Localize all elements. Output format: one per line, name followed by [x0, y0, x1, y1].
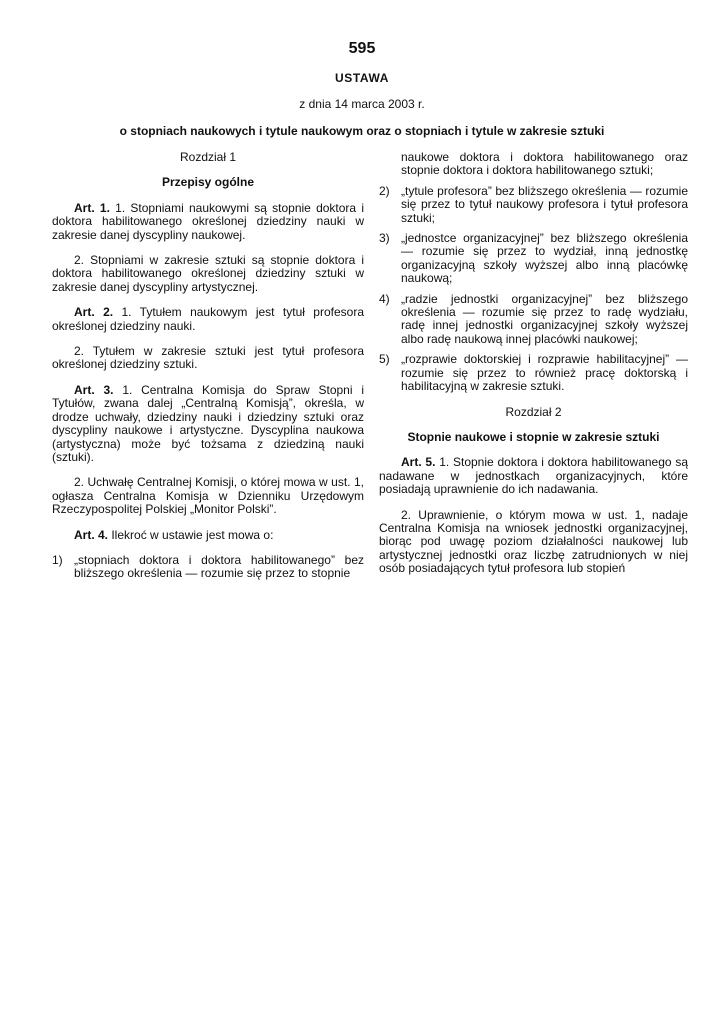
- paragraph-text: 1. Tytułem naukowym jest tytuł profesora określonej dziedziny nauki.: [52, 305, 364, 333]
- article-paragraph: [52, 384, 364, 464]
- document-date: z dnia 14 marca 2003 r.: [299, 97, 425, 111]
- list-item-number: 2): [379, 183, 390, 198]
- chapter-label: Rozdział 2: [505, 404, 562, 419]
- document-title: o stopniach naukowych i tytule naukowym oraz o stopniach i tytule w zakresie sztuki: [119, 124, 605, 138]
- chapter-title: Przepisy ogólne: [161, 175, 255, 190]
- page-number: 595: [348, 40, 376, 57]
- paragraph-text: 2. Tytułem w zakresie sztuki jest tytuł profesora określonej dziedziny sztuki.: [52, 344, 364, 372]
- list-item-text: naukowe doktora i doktora habilitowanego oraz stopnie doktora i doktora habilitowanego sztuki;: [401, 150, 688, 178]
- paragraph-text: 2. Uprawnienie, o którym mowa w ust. 1, nadaje Centralna Komisja na wniosek jednostki organizacyjnej, biorąc pod uwagę poziom działalności naukowej lub artystycznej jednostki oraz liczbę zatrudnionych w niej osób posiadających tytuł profesora lub stopień: [379, 507, 688, 576]
- paragraph-text: 1. Centralna Komisja do Spraw Stopni i Tytułów, zwana dalej „Centralną Komisją”, określa, w drodze uchwały, dziedziny nauki i dziedziny sztuki oraz dyscypliny naukowe i artystyczne. Dyscyplina naukowa (artystyczna) może być tożsama z dziedziną nauki (sztuki).: [52, 382, 364, 464]
- article-label: Art. 5.: [401, 455, 436, 470]
- article-label: Art. 3.: [74, 382, 114, 397]
- list-item-number: 5): [379, 352, 390, 367]
- list-item-text: „stopniach doktora i doktora habilitowanego” bez bliższego określenia — rozumie się przez to stopnie: [74, 552, 364, 581]
- list-item-text: „rozprawie doktorskiej i rozprawie habilitacyjnej” — rozumie się przez to również pracę doktorską i habilitacyjną w zakresie sztuki.: [401, 352, 688, 394]
- list-item: [379, 293, 688, 347]
- article-label: Art. 1.: [74, 200, 110, 215]
- right-column: [379, 151, 688, 588]
- document-type: USTAWA: [334, 71, 390, 85]
- list-item: [52, 554, 364, 581]
- article-paragraph: [52, 529, 364, 542]
- paragraph-text: 1. Stopniami naukowymi są stopnie doktora i doktora habilitowanego określonej dziedziny nauki w zakresie danej dyscypliny naukowej.: [52, 200, 364, 242]
- chapter-title: Stopnie naukowe i stopnie w zakresie sztuki: [407, 429, 660, 444]
- list-item: [379, 353, 688, 393]
- left-column: [52, 151, 364, 588]
- list-item-number: 4): [379, 291, 390, 306]
- list-item-number: 3): [379, 231, 390, 246]
- article-label: Art. 4.: [74, 527, 109, 542]
- list-item-text: „jednostce organizacyjnej” bez bliższego określenia — rozumie się przez to wydział, inną jednostkę organizacyjną szkoły wyższej albo inną placówkę naukową;: [401, 231, 688, 286]
- paragraph-text: 1. Stopnie doktora i doktora habilitowanego są nadawane w jednostkach organizacyjnych, które posiadają uprawnienie do ich nadawania.: [379, 455, 688, 497]
- article-paragraph: [379, 456, 688, 496]
- list-item: [379, 232, 688, 286]
- article-paragraph: [52, 202, 364, 242]
- list-item-number: 1): [52, 552, 63, 567]
- list-item-text: „radzie jednostki organizacyjnej” bez bliższego określenia — rozumie się przez to radę wydziału, radę innej jednostki organizacyjnej szkoły wyższej albo radę naukową innej placówki naukowej;: [401, 291, 688, 346]
- list-item: [379, 185, 688, 225]
- paragraph-text: Ilekroć w ustawie jest mowa o:: [108, 527, 274, 542]
- paragraph-text: 2. Uchwałę Centralnej Komisji, o której mowa w ust. 1, ogłasza Centralna Komisja w Dzienniku Urzędowym Rzeczypospolitej Polskiej „Monitor Polski”.: [52, 475, 364, 517]
- chapter-label: Rozdział 1: [179, 150, 237, 164]
- article-paragraph: [52, 306, 364, 333]
- list-item-continuation: [379, 151, 688, 178]
- list-item-text: „tytule profesora” bez bliższego określenia — rozumie się przez to tytuł naukowy profesora i tytuł profesora sztuki;: [401, 183, 688, 225]
- article-label: Art. 2.: [74, 305, 114, 320]
- paragraph-text: 2. Stopniami w zakresie sztuki są stopnie doktora i doktora habilitowanego określonej dziedziny sztuki w zakresie danej dyscypliny artystycznej.: [52, 253, 364, 294]
